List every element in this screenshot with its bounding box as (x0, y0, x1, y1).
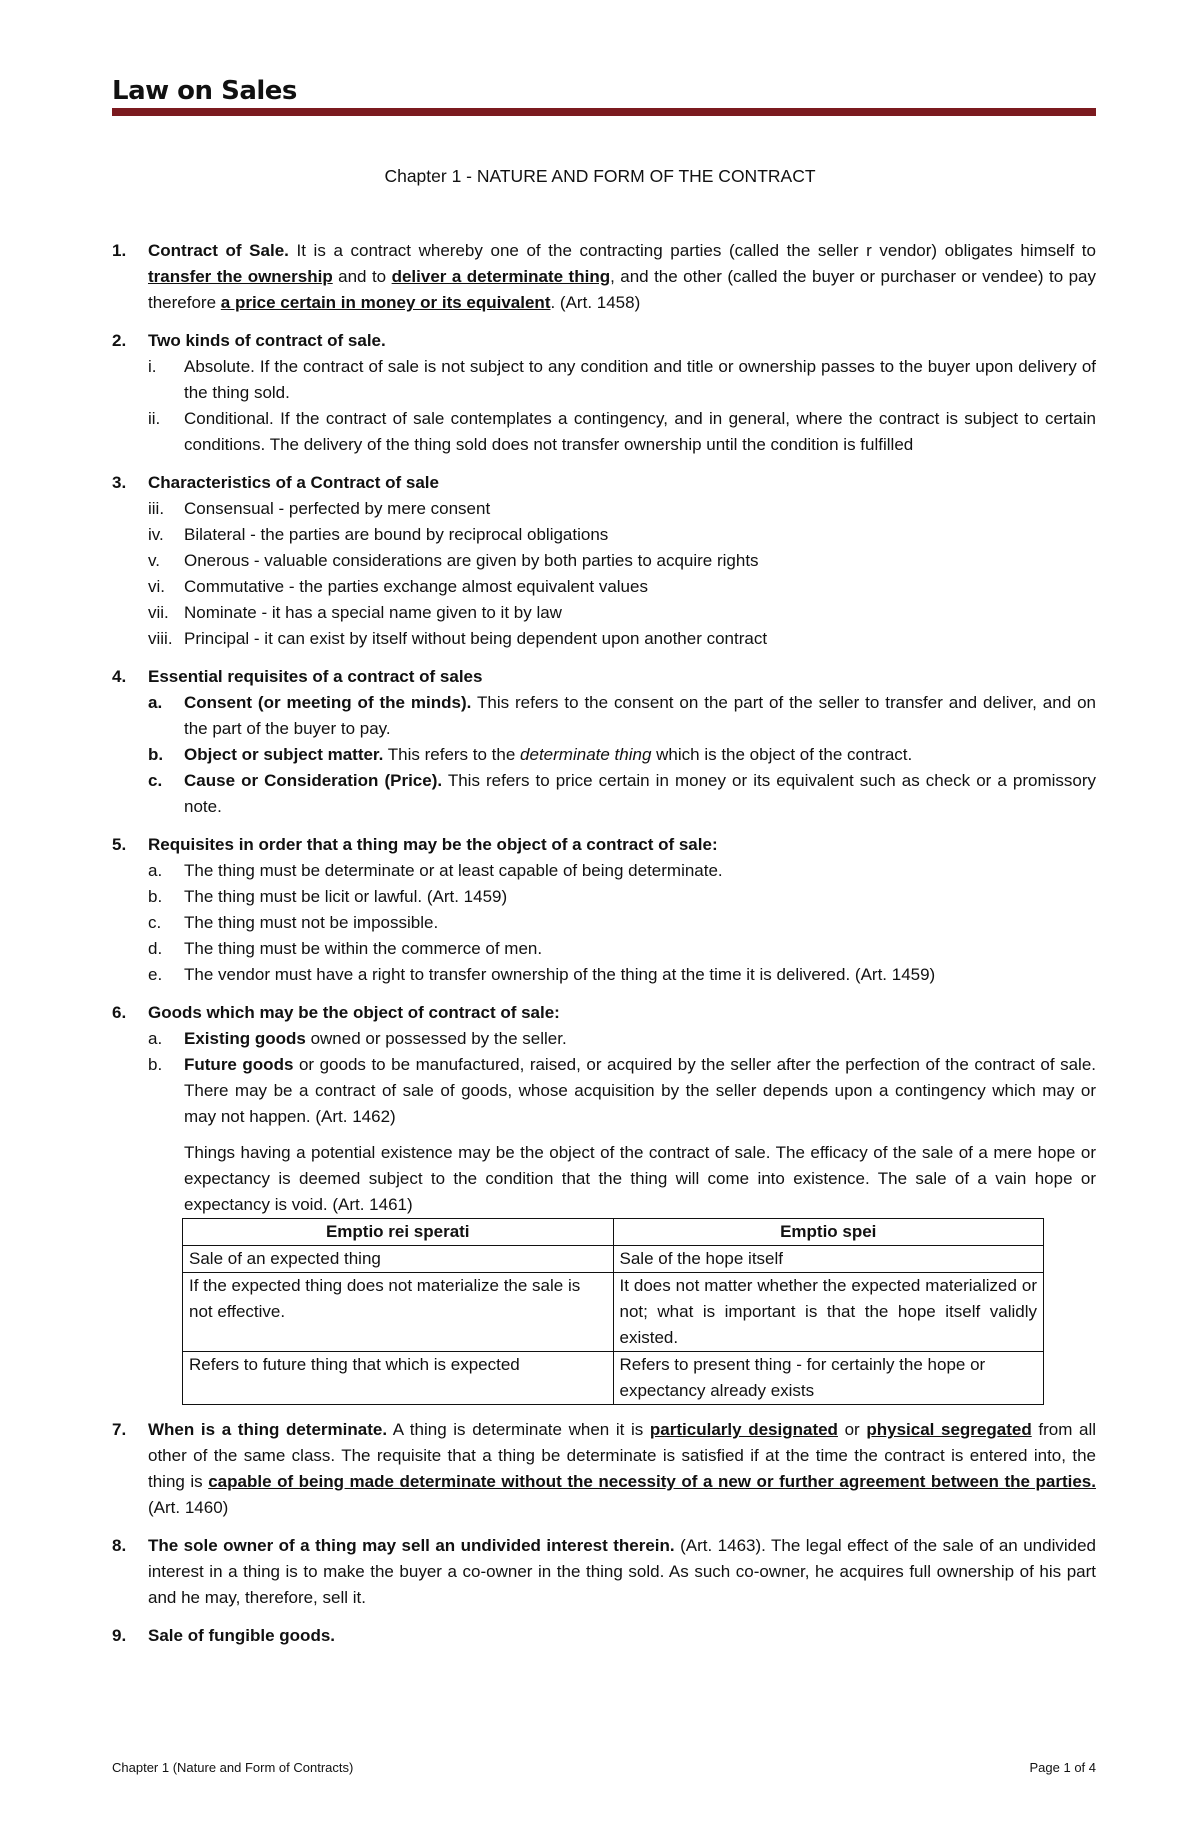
table-cell: It does not matter whether the expected materialized or not; what is important is that the hope itself validly existed. (613, 1273, 1044, 1352)
item-lead: Existing goods (184, 1029, 306, 1048)
item-marker: vi. (148, 577, 165, 596)
document-body (112, 238, 1096, 1661)
underlined-term: deliver a determinate thing (391, 267, 611, 286)
list-item (148, 690, 1096, 742)
item-text: The thing must be determinate or at least capable of being determinate. (184, 861, 723, 880)
item-lead: Cause or Consideration (Price). (184, 771, 443, 790)
item-text: The thing must be within the commerce of men. (184, 939, 543, 958)
list-item (148, 768, 1096, 820)
item-marker: a. (148, 1029, 163, 1048)
item-lead: Future goods (184, 1055, 294, 1074)
item-text: This refers to price certain in money or its equivalent such as check or a promissory note. (184, 771, 1096, 816)
table-cell: Sale of an expected thing (183, 1246, 614, 1273)
list-item (148, 626, 1096, 652)
section-text: from all other of the same class. The requisite that a thing be determinate is satisfied if at the time the contract is entered into, the thing is (148, 1420, 1096, 1491)
item-lead: Object or subject matter. (184, 745, 384, 764)
table-cell: Refers to future thing that which is expected (183, 1352, 614, 1405)
section-goods (112, 1000, 1096, 1405)
item-text: or goods to be manufactured, raised, or acquired by the seller after the perfection of the contract of sale. There may be a contract of sale of goods, whose acquisition by the seller depends upon a contingency which may or may not happen. (Art. 1462) (184, 1055, 1097, 1126)
list-item (148, 406, 1096, 458)
italic-term: determinate thing (520, 745, 652, 764)
item-text: owned or possessed by the seller. (305, 1029, 567, 1048)
table-header-cell: Emptio spei (613, 1219, 1044, 1246)
item-marker: viii. (148, 629, 173, 648)
item-text: The thing must be licit or lawful. (Art. 1459) (184, 887, 508, 906)
section-sole-owner (112, 1533, 1096, 1611)
section-number: 1. (112, 241, 127, 260)
list-item (148, 600, 1096, 626)
item-text: Onerous - valuable considerations are given by both parties to acquire rights (184, 551, 759, 570)
section-title: Requisites in order that a thing may be the object of a contract of sale: (148, 835, 718, 854)
footer-page-number: Page 1 of 4 (1029, 1760, 1096, 1775)
item-marker: a. (148, 861, 163, 880)
item-marker: c. (148, 913, 162, 932)
section-fungible-goods (112, 1623, 1096, 1649)
item-text: Consensual - perfected by mere consent (184, 499, 491, 518)
section-title: Essential requisites of a contract of sales (148, 667, 483, 686)
section-text: A thing is determinate when it is (387, 1420, 650, 1439)
section-number: 6. (112, 1003, 127, 1022)
list-item (148, 548, 1096, 574)
item-marker: a. (148, 693, 163, 712)
item-marker: b. (148, 887, 163, 906)
section-two-kinds (112, 328, 1096, 458)
section-number: 9. (112, 1626, 127, 1645)
underlined-term: particularly designated (649, 1420, 838, 1439)
list-item (148, 354, 1096, 406)
table-row (183, 1352, 1044, 1405)
table-row (183, 1246, 1044, 1273)
section-lead: Contract of Sale. (148, 241, 289, 260)
section-determinate-thing (112, 1417, 1096, 1521)
section-essential-requisites (112, 664, 1096, 820)
table-cell: Refers to present thing - for certainly the hope or expectancy already exists (613, 1352, 1044, 1405)
item-text: If the contract of sale is not subject to any condition and title or ownership passes to the buyer upon delivery of the thing sold. (184, 357, 1096, 402)
document-header-title: Law on Sales (112, 76, 297, 106)
item-lead: Conditional. (184, 409, 274, 428)
table-cell: If the expected thing does not materialize the sale is not effective. (183, 1273, 614, 1352)
list-item (148, 1026, 1096, 1052)
item-marker: iii. (148, 499, 165, 518)
item-text: If the contract of sale contemplates a contingency, and in general, where the contract is subject to certain conditions. The delivery of the thing sold does not transfer ownership until the condition is fulfilled (184, 409, 1096, 454)
section-title: Characteristics of a Contract of sale (148, 473, 439, 492)
chapter-title: Chapter 1 - NATURE AND FORM OF THE CONTRACT (384, 166, 816, 186)
item-marker: b. (148, 1055, 163, 1074)
section-number: 2. (112, 331, 127, 350)
underlined-term: capable of being made determinate without the necessity of a new or further agreement between the parties. (208, 1472, 1096, 1491)
section-text: and to (332, 267, 392, 286)
list-item (148, 936, 1096, 962)
footer-chapter-label: Chapter 1 (Nature and Form of Contracts) (112, 1760, 354, 1775)
section-number: 8. (112, 1536, 127, 1555)
section-text: (Art. 1463). The legal effect of the sale of an undivided interest in a thing is to make the buyer a co-owner in the thing sold. As such co-owner, he acquires full ownership of his part and he may, therefore, sell it. (148, 1536, 1096, 1607)
section-text: It is a contract whereby one of the contracting parties (called the seller r vendor) obligates himself to (288, 241, 1096, 260)
list-item (148, 858, 1096, 884)
section-number: 3. (112, 473, 127, 492)
table-header-cell: Emptio rei sperati (183, 1219, 614, 1246)
item-marker: b. (148, 745, 164, 764)
item-text: The thing must not be impossible. (184, 913, 439, 932)
item-marker: d. (148, 939, 163, 958)
item-text: Principal - it can exist by itself without being dependent upon another contract (184, 629, 768, 648)
paragraph-text: Things having a potential existence may be the object of the contract of sale. The efficacy of the sale of a mere hope or expectancy is deemed subject to the condition that the thing will come into existence. The sale of a vain hope or expectancy is void. (Art. 1461) (184, 1143, 1096, 1214)
section-lead: The sole owner of a thing may sell an undivided interest therein. (148, 1536, 675, 1555)
item-marker: e. (148, 965, 163, 984)
list-item (148, 962, 1096, 988)
section-characteristics (112, 470, 1096, 652)
section-text: or (837, 1420, 867, 1439)
item-marker: vii. (148, 603, 169, 622)
table-cell: Sale of the hope itself (613, 1246, 1044, 1273)
section-object-requisites (112, 832, 1096, 988)
list-item (148, 910, 1096, 936)
section-number: 5. (112, 835, 127, 854)
item-text: which is the object of the contract. (651, 745, 913, 764)
section-text: , and the other (called the buyer or purchaser or vendee) to pay therefore (148, 267, 1097, 312)
section-number: 7. (112, 1420, 127, 1439)
item-text: Bilateral - the parties are bound by reciprocal obligations (184, 525, 609, 544)
item-marker: i. (148, 357, 157, 376)
section-text: (Art. 1460) (148, 1498, 229, 1517)
table-row (183, 1273, 1044, 1352)
list-item (148, 1052, 1096, 1130)
item-lead: Consent (or meeting of the minds). (184, 693, 472, 712)
list-item (148, 884, 1096, 910)
header-rule-divider (112, 108, 1096, 116)
underlined-term: physical segregated (866, 1420, 1032, 1439)
item-marker: ii. (148, 409, 161, 428)
item-marker: v. (148, 551, 160, 570)
item-lead: Absolute. (184, 357, 255, 376)
item-text: Commutative - the parties exchange almost equivalent values (184, 577, 648, 596)
table-header-row (183, 1219, 1044, 1246)
item-marker: c. (148, 771, 163, 790)
item-text: Nominate - it has a special name given to it by law (184, 603, 562, 622)
underlined-term: transfer the ownership (148, 267, 333, 286)
list-item (148, 742, 1096, 768)
section-text: . (Art. 1458) (550, 293, 641, 312)
item-marker: iv. (148, 525, 164, 544)
item-text: The vendor must have a right to transfer ownership of the thing at the time it is delivered. (Art. 1459) (184, 965, 936, 984)
underlined-term: a price certain in money or its equivalent (220, 293, 551, 312)
section-title: Sale of fungible goods. (148, 1626, 335, 1645)
list-item (148, 574, 1096, 600)
section-number: 4. (112, 667, 127, 686)
section-title: Goods which may be the object of contract of sale: (148, 1003, 560, 1022)
list-item (148, 496, 1096, 522)
item-text: This refers to the (383, 745, 521, 764)
section-lead: When is a thing determinate. (148, 1420, 388, 1439)
potential-existence-paragraph (148, 1140, 1096, 1218)
section-title: Two kinds of contract of sale. (148, 331, 386, 350)
emptio-comparison-table (182, 1218, 1044, 1405)
list-item (148, 522, 1096, 548)
item-text: This refers to the consent on the part of the seller to transfer and deliver, and on the part of the buyer to pay. (184, 693, 1096, 738)
section-contract-of-sale (112, 238, 1096, 316)
